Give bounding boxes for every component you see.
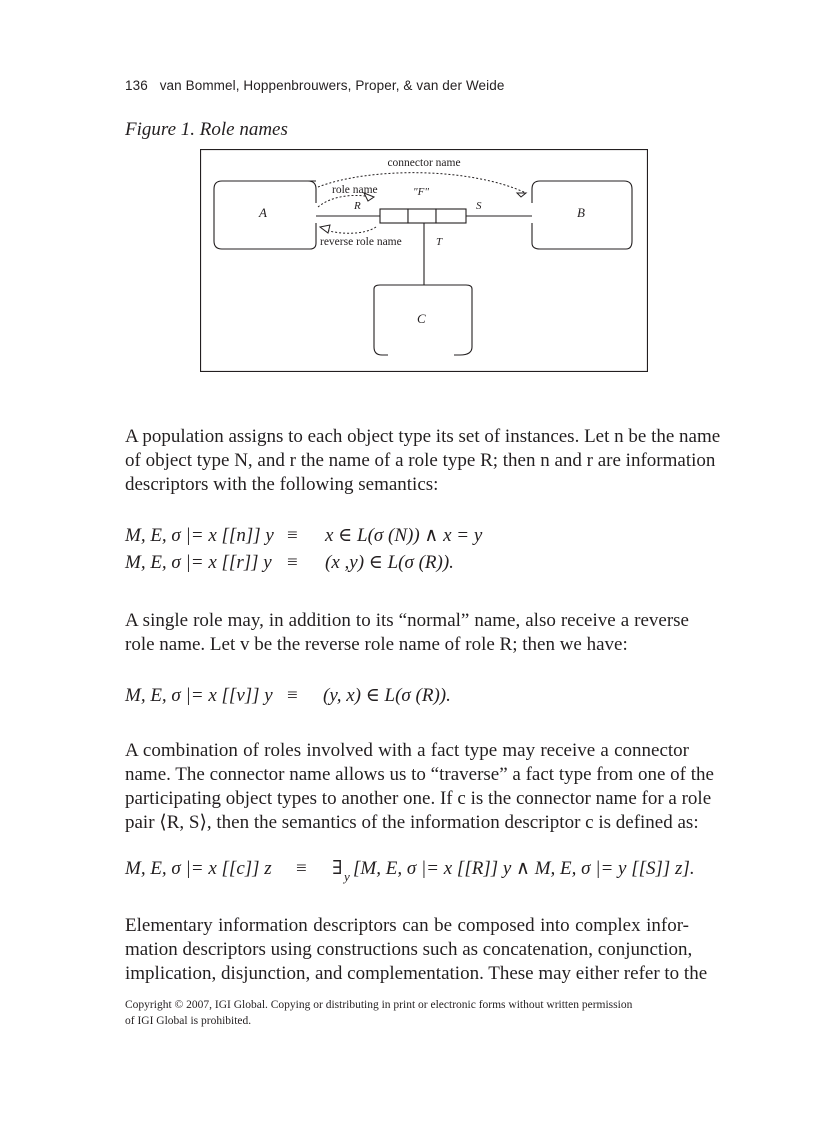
connector-arrowhead-icon: [517, 193, 526, 197]
paragraph-line: participating object types to another one. If c is the connector name for a role: [125, 788, 712, 809]
formula-exists: ∃: [332, 858, 343, 879]
fact-type-role-box-s: [408, 209, 436, 223]
paragraph-line: of object type N, and r the name of a role type R; then n and r are information: [125, 450, 716, 471]
formula-rhs: (x ,y) ∈ L(σ (R)).: [325, 552, 454, 573]
paragraph-composition: [125, 914, 708, 986]
paragraph-reverse-role: [125, 609, 689, 657]
paragraph-line: Elementary information descriptors can be composed into complex infor-: [125, 915, 689, 936]
label-object-c: C: [417, 311, 426, 326]
formula-lhs: M, E, σ |= x [[r]] y: [125, 552, 272, 573]
paragraph-line: A combination of roles involved with a fact type may receive a connector: [125, 740, 689, 761]
paragraph-connector-name: [125, 739, 714, 835]
formula-equiv: ≡: [287, 685, 298, 706]
label-role-s: S: [476, 200, 482, 212]
paragraph-line: descriptors with the following semantics:: [125, 474, 439, 495]
reverse-role-name-arc: [322, 227, 376, 233]
formula-equiv: ≡: [287, 525, 298, 546]
page-number: 136: [125, 78, 148, 93]
copyright-footer: [125, 997, 695, 1029]
label-object-b: B: [577, 205, 585, 220]
figure-caption: Figure 1. Role names: [125, 119, 288, 140]
formula-lhs: M, E, σ |= x [[v]] y: [125, 685, 273, 706]
formula-rhs: (y, x) ∈ L(σ (R)).: [323, 685, 451, 706]
paragraph-line: name. The connector name allows us to “traverse” a fact type from one of the: [125, 764, 714, 785]
label-object-a: A: [259, 205, 267, 220]
running-header: [125, 78, 504, 93]
label-reverse-role-name: reverse role name: [320, 236, 402, 248]
formula-equiv: ≡: [287, 552, 298, 573]
label-connector-name: connector name: [387, 157, 461, 169]
formula-rhs: [M, E, σ |= x [[R]] y ∧ M, E, σ |= y [[S]] z].: [353, 858, 695, 879]
footer-line: Copyright © 2007, IGI Global. Copying or distributing in print or electronic forms without written permission: [125, 999, 633, 1011]
reverse-role-arrowhead-icon: [320, 225, 330, 233]
paragraph-line: A single role may, in addition to its “normal” name, also receive a reverse: [125, 610, 689, 631]
label-role-t: T: [436, 236, 443, 248]
paragraph-line: A population assigns to each object type its set of instances. Let n be the name: [125, 426, 721, 447]
role-names-diagram: [200, 149, 648, 372]
formula-rhs: x ∈ L(σ (N)) ∧ x = y: [325, 525, 483, 546]
paragraph-line: pair ⟨R, S⟩, then the semantics of the information descriptor c is defined as:: [125, 812, 699, 833]
paragraph-line: mation descriptors using constructions such as concatenation, conjunction,: [125, 939, 693, 960]
paragraph-population: [125, 425, 721, 497]
formula-equiv: ≡: [296, 858, 307, 879]
running-header-authors: van Bommel, Hoppenbrouwers, Proper, & van der Weide: [159, 78, 505, 93]
formula-subscript: y: [344, 869, 350, 884]
paragraph-line: role name. Let v be the reverse role name of role R; then we have:: [125, 634, 628, 655]
fact-type-role-box-r: [380, 209, 408, 223]
formula-lhs: M, E, σ |= x [[c]] z: [125, 858, 272, 879]
label-fact-type: "F": [413, 186, 429, 198]
formula-lhs: M, E, σ |= x [[n]] y: [125, 525, 274, 546]
label-role-r: R: [354, 200, 361, 212]
paragraph-line: implication, disjunction, and complementation. These may either refer to the: [125, 963, 708, 984]
footer-line: of IGI Global is prohibited.: [125, 1015, 252, 1027]
label-role-name: role name: [332, 184, 378, 196]
fact-type-role-box-t: [436, 209, 466, 223]
role-name-arc: [318, 195, 372, 207]
